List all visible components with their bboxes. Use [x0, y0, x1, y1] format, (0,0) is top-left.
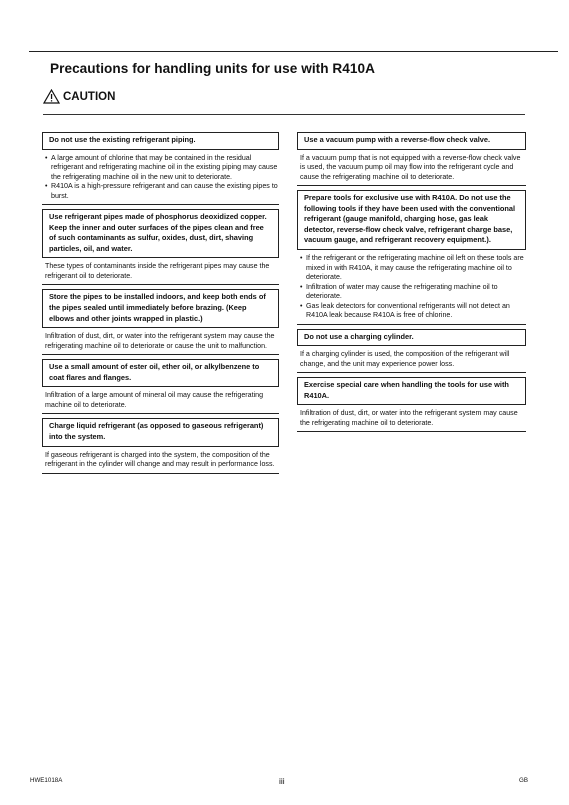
precaution-text: [297, 250, 526, 325]
precaution-heading: Do not use the existing refrigerant piping.: [42, 132, 279, 150]
caution-header: [43, 89, 115, 104]
top-rule: [29, 51, 558, 52]
precaution-text: Infiltration of dust, dirt, or water into the refrigerant system may cause the refrigerating machine oil to deteriorate or cause the unit to malfunction.: [42, 328, 279, 355]
bullet-item: • If the refrigerant or the refrigerating machine oil left on these tools are mixed in with R410A, it may cause the refrigerating machine oil to deteriorate.: [300, 254, 526, 283]
precaution-text: If gaseous refrigerant is charged into the system, the composition of the refrigerant in the cylinder will change and may result in performance loss.: [42, 447, 279, 474]
precaution-heading: Store the pipes to be installed indoors, and keep both ends of the pipes sealed until immediately before brazing. (Keep elbows and other joints wrapped in plastic.): [42, 289, 279, 328]
precaution-heading: Use a vacuum pump with a reverse-flow check valve.: [297, 132, 526, 150]
precaution-text: These types of contaminants inside the refrigerant pipes may cause the refrigerant oil to deteriorate.: [42, 258, 279, 285]
precaution-text: Infiltration of dust, dirt, or water into the refrigerant system may cause the refrigerating machine oil to deteriorate.: [297, 405, 526, 432]
bullet-item: • R410A is a high-pressure refrigerant and can cause the existing pipes to burst.: [45, 182, 279, 201]
right-column: [297, 132, 526, 432]
precaution-text: Infiltration of a large amount of mineral oil may cause the refrigerating machine oil to deteriorate.: [42, 387, 279, 414]
caution-label: CAUTION: [63, 90, 116, 103]
bullet-item: • Infiltration of water may cause the refrigerating machine oil to deteriorate.: [300, 283, 526, 302]
page-number: iii: [279, 776, 285, 786]
precaution-heading: Exercise special care when handling the tools for use with R410A.: [297, 377, 526, 405]
caution-rule: [43, 114, 525, 115]
precaution-heading: Use a small amount of ester oil, ether oil, or alkylbenzene to coat flares and flanges.: [42, 359, 279, 387]
precaution-heading: Prepare tools for exclusive use with R410A. Do not use the following tools if they have been used with the conventional refrigerant (gauge manifold, charging hose, gas leak detector, reverse-flow check valve, refrigerant charge base, vacuum gauge, and refrigerant recovery equipment.).: [297, 190, 526, 250]
precaution-heading: Do not use a charging cylinder.: [297, 329, 526, 347]
page-title: Precautions for handling units for use with R410A: [50, 61, 375, 76]
precaution-text: [42, 150, 279, 206]
precaution-text: If a vacuum pump that is not equipped with a reverse-flow check valve is used, the vacuum pump oil may flow into the refrigerant cycle and cause the refrigerating machine oil to deteriorate.: [297, 150, 526, 187]
bullet-item: • Gas leak detectors for conventional refrigerants will not detect an R410A leak because R410A is free of chlorine.: [300, 302, 526, 321]
precaution-text: If a charging cylinder is used, the composition of the refrigerant will change, and the unit may experience power loss.: [297, 346, 526, 373]
document-code: HWE1018A: [30, 777, 63, 784]
left-column: [42, 132, 279, 474]
bullet-item: • A large amount of chlorine that may be contained in the residual refrigerant and refrigerating machine oil in the existing piping may cause the refrigerating machine oil in the new unit to deteriorate.: [45, 154, 279, 183]
precaution-heading: Use refrigerant pipes made of phosphorus deoxidized copper. Keep the inner and outer surfaces of the pipes clean and free of such contaminants as sulfur, oxides, dust, dirt, shaving particles, oil, and water.: [42, 209, 279, 258]
precaution-heading: Charge liquid refrigerant (as opposed to gaseous refrigerant) into the system.: [42, 418, 279, 446]
warning-triangle-icon: [43, 89, 60, 104]
region-code: GB: [519, 777, 528, 784]
